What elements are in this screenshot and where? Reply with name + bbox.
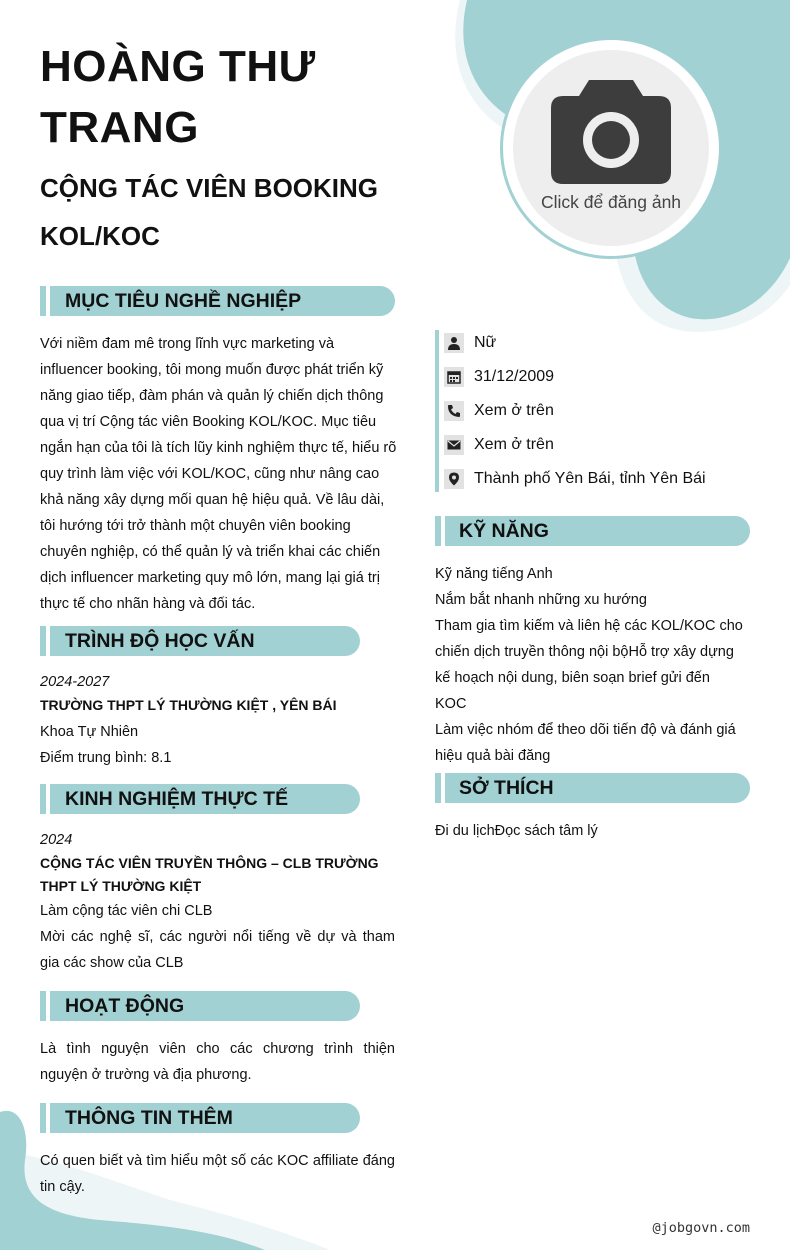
birthday-value: 31/12/2009 (474, 368, 555, 385)
contact-info (435, 330, 755, 492)
education-period: 2024-2027 (40, 674, 110, 690)
experience-line: Làm cộng tác viên chi CLB (40, 903, 213, 919)
section-header-hobbies (435, 773, 750, 803)
section-header-objective (40, 286, 395, 316)
job-position: CỘNG TÁC VIÊN BOOKING KOL/KOC (40, 173, 379, 251)
contact-phone (444, 400, 554, 422)
experience-role: CỘNG TÁC VIÊN TRUYỀN THÔNG – CLB TRƯỜNG THPT LÝ THƯỜNG KIỆT (40, 855, 379, 894)
candidate-name: HOÀNG THƯ TRANG (40, 42, 316, 152)
contact-address (444, 468, 706, 490)
section-header-education (40, 626, 360, 656)
section-title: KỸ NĂNG (459, 520, 549, 542)
section-title: KINH NGHIỆM THỰC TẾ (65, 788, 289, 810)
experience-block (40, 830, 395, 976)
education-block (40, 672, 400, 771)
phone-value: Xem ở trên (474, 402, 554, 419)
section-title: MỤC TIÊU NGHỀ NGHIỆP (65, 290, 302, 312)
skill-item: Làm việc nhóm để theo dõi tiến độ và đánh giá hiệu quả bài đăng (435, 722, 736, 764)
watermark: @jobgovn.com (652, 1220, 750, 1236)
camera-icon (551, 80, 671, 184)
photo-frame (500, 37, 722, 259)
gender-value: Nữ (474, 334, 497, 351)
section-title: SỞ THÍCH (459, 777, 554, 799)
skill-item: Tham gia tìm kiếm và liên hệ các KOL/KOC cho chiến dịch truyền thông nội bộHỗ trợ xây dựng kế hoạch nội dung, biên soạn brief gửi đến KOC (435, 618, 743, 712)
skills-list (435, 561, 745, 769)
section-header-additional-info (40, 1103, 360, 1133)
section-header-activities (40, 991, 360, 1021)
section-header-experience (40, 784, 360, 814)
location-icon (444, 469, 464, 489)
additional-info-text: Có quen biết và tìm hiểu một số các KOC affiliate đáng tin cậy. (40, 1153, 395, 1195)
section-title: HOẠT ĐỘNG (65, 995, 185, 1017)
objective-text: Với niềm đam mê trong lĩnh vực marketing và influencer booking, tôi mong muốn được phát triển kỹ năng giao tiếp, đàm phán và quản lý chiến dịch thông qua vị trí Cộng tác viên Booking KOL/KOC. Mục tiêu ngắn hạn của tôi là tích lũy kinh nghiệm thực tế, hiểu rõ quy trình làm việc với KOL/KOC, cũng như nâng cao khả năng xây dựng mối quan hệ hiệu quả. Về lâu dài, tôi hướng tới trở thành một chuyên viên booking chuyên nghiệp, có thể quản lý và triển khai các chiến dịch influencer marketing quy mô lớn, mang lại giá trị thực tế cho nhãn hàng và đối tác. (40, 336, 397, 612)
education-gpa: Điểm trung bình: 8.1 (40, 750, 172, 766)
email-value: Xem ở trên (474, 436, 554, 453)
contact-gender (444, 332, 496, 354)
experience-line: Mời các nghệ sĩ, các người nổi tiếng về dự và tham gia các show của CLB (40, 929, 395, 971)
email-icon (444, 435, 464, 455)
skill-item: Nắm bắt nhanh những xu hướng (435, 592, 647, 608)
address-value: Thành phố Yên Bái, tỉnh Yên Bái (474, 470, 706, 487)
photo-upload-label: Click để đăng ảnh (540, 192, 682, 212)
skill-item: Kỹ năng tiếng Anh (435, 566, 553, 582)
phone-icon (444, 401, 464, 421)
hobbies-text: Đi du lịchĐọc sách tâm lý (435, 823, 598, 839)
section-header-skills (435, 516, 750, 546)
section-title: TRÌNH ĐỘ HỌC VẤN (65, 630, 255, 652)
section-title: THÔNG TIN THÊM (65, 1107, 233, 1129)
school-name: TRƯỜNG THPT LÝ THƯỜNG KIỆT , YÊN BÁI (40, 697, 337, 713)
contact-birthday (444, 366, 554, 388)
education-major: Khoa Tự Nhiên (40, 724, 139, 740)
experience-period: 2024 (40, 832, 73, 848)
upload-photo-button[interactable] (513, 50, 709, 246)
contact-email (444, 434, 554, 456)
calendar-icon (444, 367, 464, 387)
person-icon (444, 333, 464, 353)
activities-text: Là tình nguyện viên cho các chương trình thiện nguyện ở trường và địa phương. (40, 1041, 395, 1083)
